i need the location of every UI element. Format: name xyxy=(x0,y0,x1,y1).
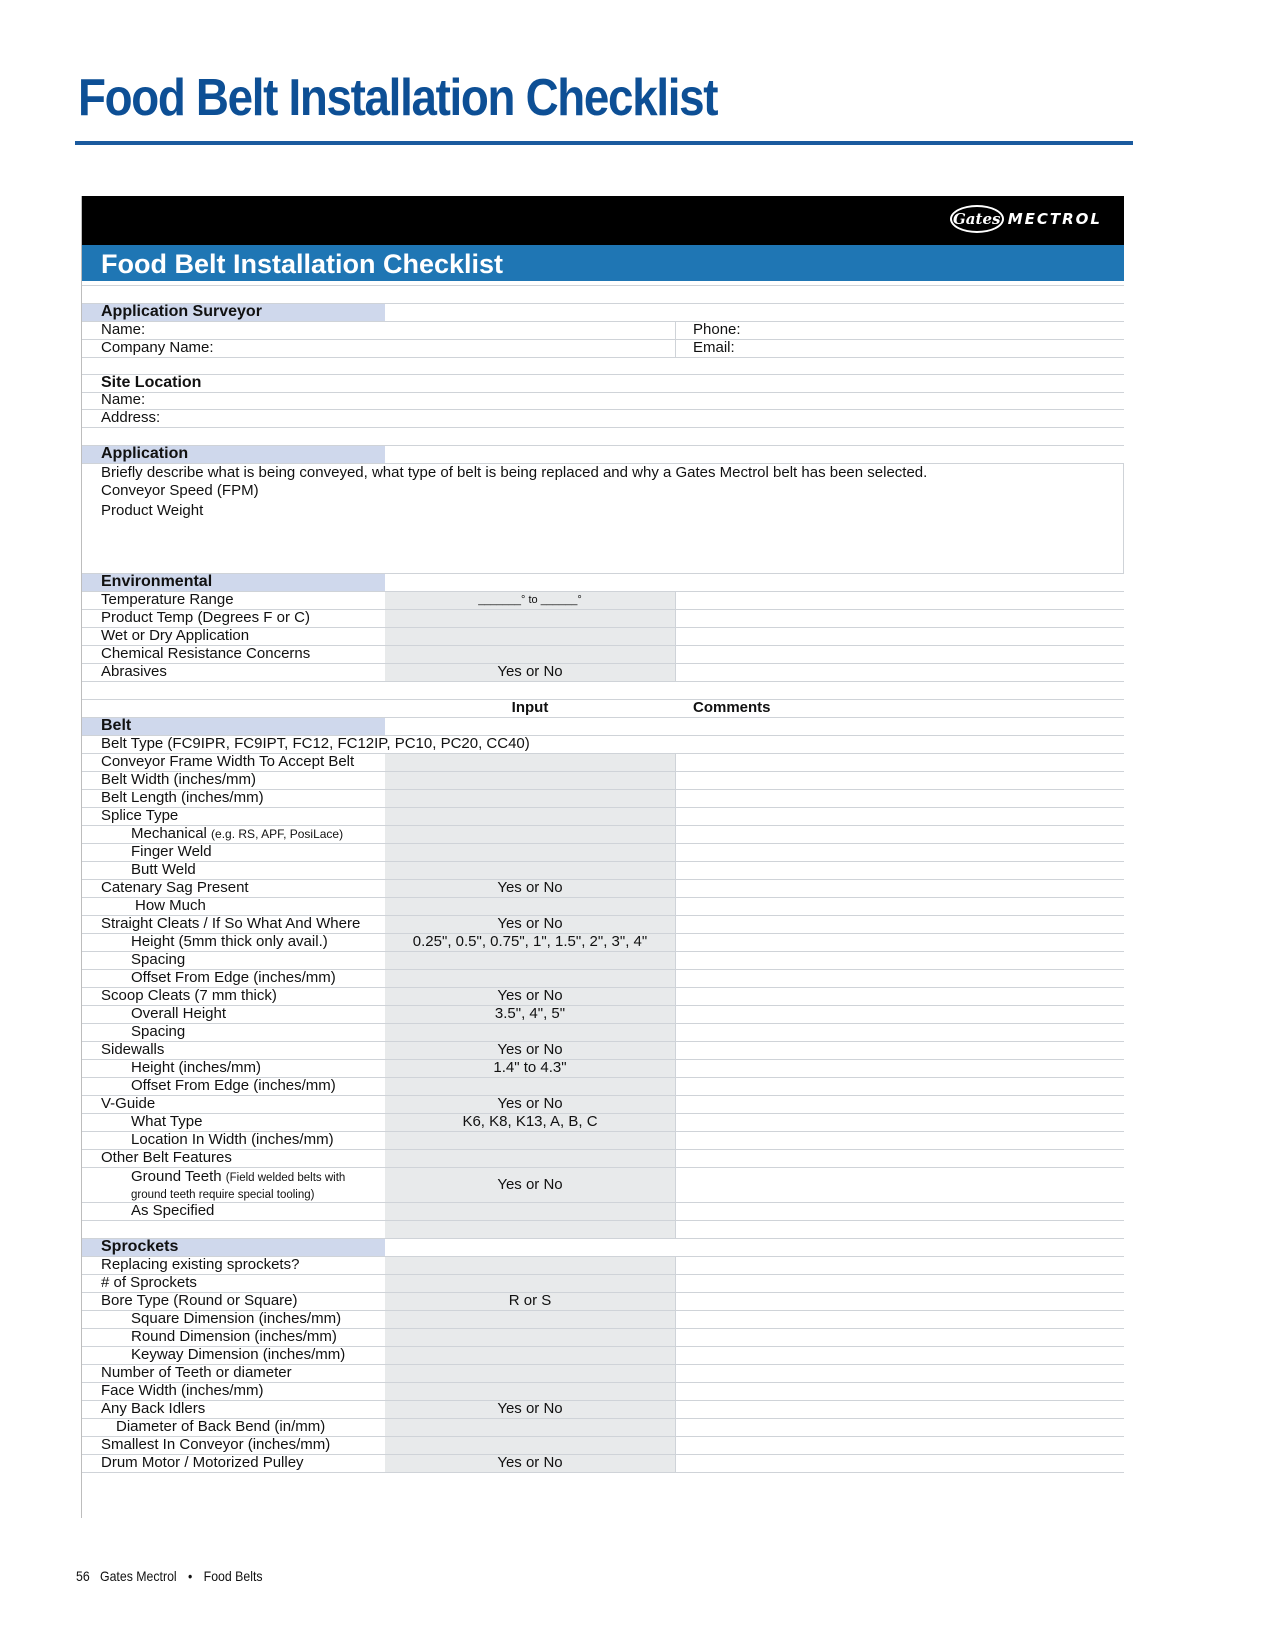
table-row[interactable]: Offset From Edge (inches/mm) xyxy=(82,1077,1124,1095)
table-row[interactable]: Product Temp (Degrees F or C) xyxy=(82,609,1124,627)
section-header-surveyor: Application Surveyor xyxy=(82,303,1124,321)
page-footer xyxy=(76,1568,263,1584)
conveyor-speed-label: Conveyor Speed (FPM) xyxy=(101,482,259,499)
table-row[interactable]: Smallest In Conveyor (inches/mm) xyxy=(82,1436,1124,1454)
table-row[interactable]: Drum Motor / Motorized Pulley Yes or No xyxy=(82,1454,1124,1472)
table-row[interactable]: Chemical Resistance Concerns xyxy=(82,645,1124,663)
table-row[interactable]: How Much xyxy=(82,897,1124,915)
page-number: 56 xyxy=(76,1568,90,1584)
table-row[interactable]: Offset From Edge (inches/mm) xyxy=(82,969,1124,987)
company-name-label: Company Name: xyxy=(101,339,214,356)
table-row[interactable]: Mechanical (e.g. RS, APF, PosiLace) xyxy=(82,825,1124,843)
table-bottom-rule xyxy=(82,1472,1124,1473)
table-row[interactable]: Splice Type xyxy=(82,807,1124,825)
footer-brand: Gates Mectrol xyxy=(99,1568,177,1584)
gates-logo-oval: Gates xyxy=(950,205,1004,233)
table-row[interactable]: Ground Teeth (Field welded belts with ground teeth require special tooling) Yes or No xyxy=(82,1167,1124,1202)
table-row[interactable]: Sidewalls Yes or No xyxy=(82,1041,1124,1059)
product-weight-label: Product Weight xyxy=(101,502,204,519)
mectrol-wordmark: MECTROL xyxy=(1007,210,1102,228)
input-cell[interactable]: Yes or No xyxy=(497,663,563,680)
table-row[interactable]: V-Guide Yes or No xyxy=(82,1095,1124,1113)
belt-type-label: Belt Type (FC9IPR, FC9IPT, FC12, FC12IP, PC10, PC20, CC40) xyxy=(101,735,530,752)
input-cell[interactable]: Yes or No xyxy=(497,1176,563,1193)
section-header-belt: Belt xyxy=(82,717,1124,735)
section-header-site: Site Location xyxy=(82,374,1124,392)
spacer-row xyxy=(82,1220,1124,1238)
table-row[interactable]: # of Sprockets xyxy=(82,1274,1124,1292)
field-row[interactable] xyxy=(82,339,1124,357)
table-row[interactable]: Replacing existing sprockets? xyxy=(82,1256,1124,1274)
table-row[interactable]: What Type K6, K8, K13, A, B, C xyxy=(82,1113,1124,1131)
section-header-environmental: Environmental xyxy=(82,573,1124,591)
section-header-application: Application xyxy=(82,445,1124,463)
table-row[interactable]: Temperature Range _______° to ______° xyxy=(82,591,1124,609)
ground-teeth-label: Ground Teeth xyxy=(131,1168,222,1185)
table-row[interactable]: Diameter of Back Bend (in/mm) xyxy=(82,1418,1124,1436)
table-row[interactable]: Abrasives Yes or No xyxy=(82,663,1124,681)
application-description-field[interactable] xyxy=(82,463,1124,573)
input-cell[interactable]: Yes or No xyxy=(497,1454,563,1471)
surveyor-name-label: Name: xyxy=(101,321,146,338)
input-cell[interactable]: Yes or No xyxy=(497,1041,563,1058)
input-cell[interactable]: Yes or No xyxy=(497,1095,563,1112)
input-cell[interactable]: 0.25", 0.5", 0.75", 1", 1.5", 2", 3", 4" xyxy=(412,933,648,950)
email-label: Email: xyxy=(693,339,735,356)
table-row[interactable]: Number of Teeth or diameter xyxy=(82,1364,1124,1382)
comments-column-header: Comments xyxy=(693,699,771,716)
table-row[interactable] xyxy=(82,735,1124,753)
input-cell[interactable]: 3.5", 4", 5" xyxy=(494,1005,566,1022)
table-row[interactable]: Height (5mm thick only avail.) 0.25", 0.5", 0.75", 1", 1.5", 2", 3", 4" xyxy=(82,933,1124,951)
input-cell[interactable]: Yes or No xyxy=(497,987,563,1004)
table-row[interactable]: Height (inches/mm) 1.4" to 4.3" xyxy=(82,1059,1124,1077)
table-row[interactable]: Face Width (inches/mm) xyxy=(82,1382,1124,1400)
section-header-sprockets: Sprockets xyxy=(82,1238,1124,1256)
field-row[interactable] xyxy=(82,409,1124,427)
site-address-label: Address: xyxy=(101,409,161,426)
input-cell[interactable]: Yes or No xyxy=(497,915,563,932)
table-row[interactable]: Bore Type (Round or Square) R or S xyxy=(82,1292,1124,1310)
table-row[interactable]: Belt Length (inches/mm) xyxy=(82,789,1124,807)
table-row[interactable]: Location In Width (inches/mm) xyxy=(82,1131,1124,1149)
table-row[interactable] xyxy=(82,1202,1124,1220)
spacer-row xyxy=(82,681,1124,699)
spacer-row xyxy=(82,357,1124,374)
table-row[interactable]: Spacing xyxy=(82,1023,1124,1041)
table-row[interactable]: Scoop Cleats (7 mm thick) Yes or No xyxy=(82,987,1124,1005)
table-row[interactable]: Finger Weld xyxy=(82,843,1124,861)
table-row[interactable]: Conveyor Frame Width To Accept Belt xyxy=(82,753,1124,771)
field-row[interactable] xyxy=(82,392,1124,409)
bullet-icon: • xyxy=(188,1568,193,1584)
input-cell[interactable]: 1.4" to 4.3" xyxy=(493,1059,567,1076)
column-header-row xyxy=(82,699,1124,717)
input-column-header: Input xyxy=(511,699,549,716)
table-row[interactable]: Wet or Dry Application xyxy=(82,627,1124,645)
site-name-label: Name: xyxy=(101,391,146,408)
field-row[interactable] xyxy=(82,321,1124,339)
surveyor-phone-label: Phone: xyxy=(693,321,741,338)
table-row[interactable]: Square Dimension (inches/mm) xyxy=(82,1310,1124,1328)
form-title: Food Belt Installation Checklist xyxy=(101,249,504,279)
table-row[interactable]: Keyway Dimension (inches/mm) xyxy=(82,1346,1124,1364)
table-row[interactable]: Round Dimension (inches/mm) xyxy=(82,1328,1124,1346)
form-title-bar xyxy=(82,245,1124,281)
input-cell[interactable]: _______° to ______° xyxy=(478,594,582,606)
table-row[interactable]: Spacing xyxy=(82,951,1124,969)
table-row[interactable]: Overall Height 3.5", 4", 5" xyxy=(82,1005,1124,1023)
table-row[interactable]: Any Back Idlers Yes or No xyxy=(82,1400,1124,1418)
checklist-form xyxy=(81,196,1124,1518)
spacer-row xyxy=(82,285,1124,303)
table-row[interactable]: Butt Weld xyxy=(82,861,1124,879)
footer-section: Food Belts xyxy=(203,1568,263,1584)
spacer-row xyxy=(82,427,1124,445)
input-cell[interactable]: Yes or No xyxy=(497,879,563,896)
input-cell[interactable]: Yes or No xyxy=(497,1400,563,1417)
application-describe-text: Briefly describe what is being conveyed, what type of belt is being replaced and why a Gates Mectrol belt has been selected. xyxy=(101,464,928,481)
title-rule xyxy=(75,141,1133,145)
table-row[interactable]: Belt Width (inches/mm) xyxy=(82,771,1124,789)
table-row[interactable]: Straight Cleats / If So What And Where Yes or No xyxy=(82,915,1124,933)
input-cell[interactable]: R or S xyxy=(508,1292,552,1309)
as-specified-label: As Specified xyxy=(131,1202,215,1219)
table-row[interactable]: Other Belt Features xyxy=(82,1149,1124,1167)
table-row[interactable]: Catenary Sag Present Yes or No xyxy=(82,879,1124,897)
gates-mectrol-logo xyxy=(950,205,1102,233)
input-cell[interactable]: K6, K8, K13, A, B, C xyxy=(462,1113,598,1130)
header-black-bar xyxy=(82,196,1124,245)
page-title: Food Belt Installation Checklist xyxy=(78,69,718,127)
